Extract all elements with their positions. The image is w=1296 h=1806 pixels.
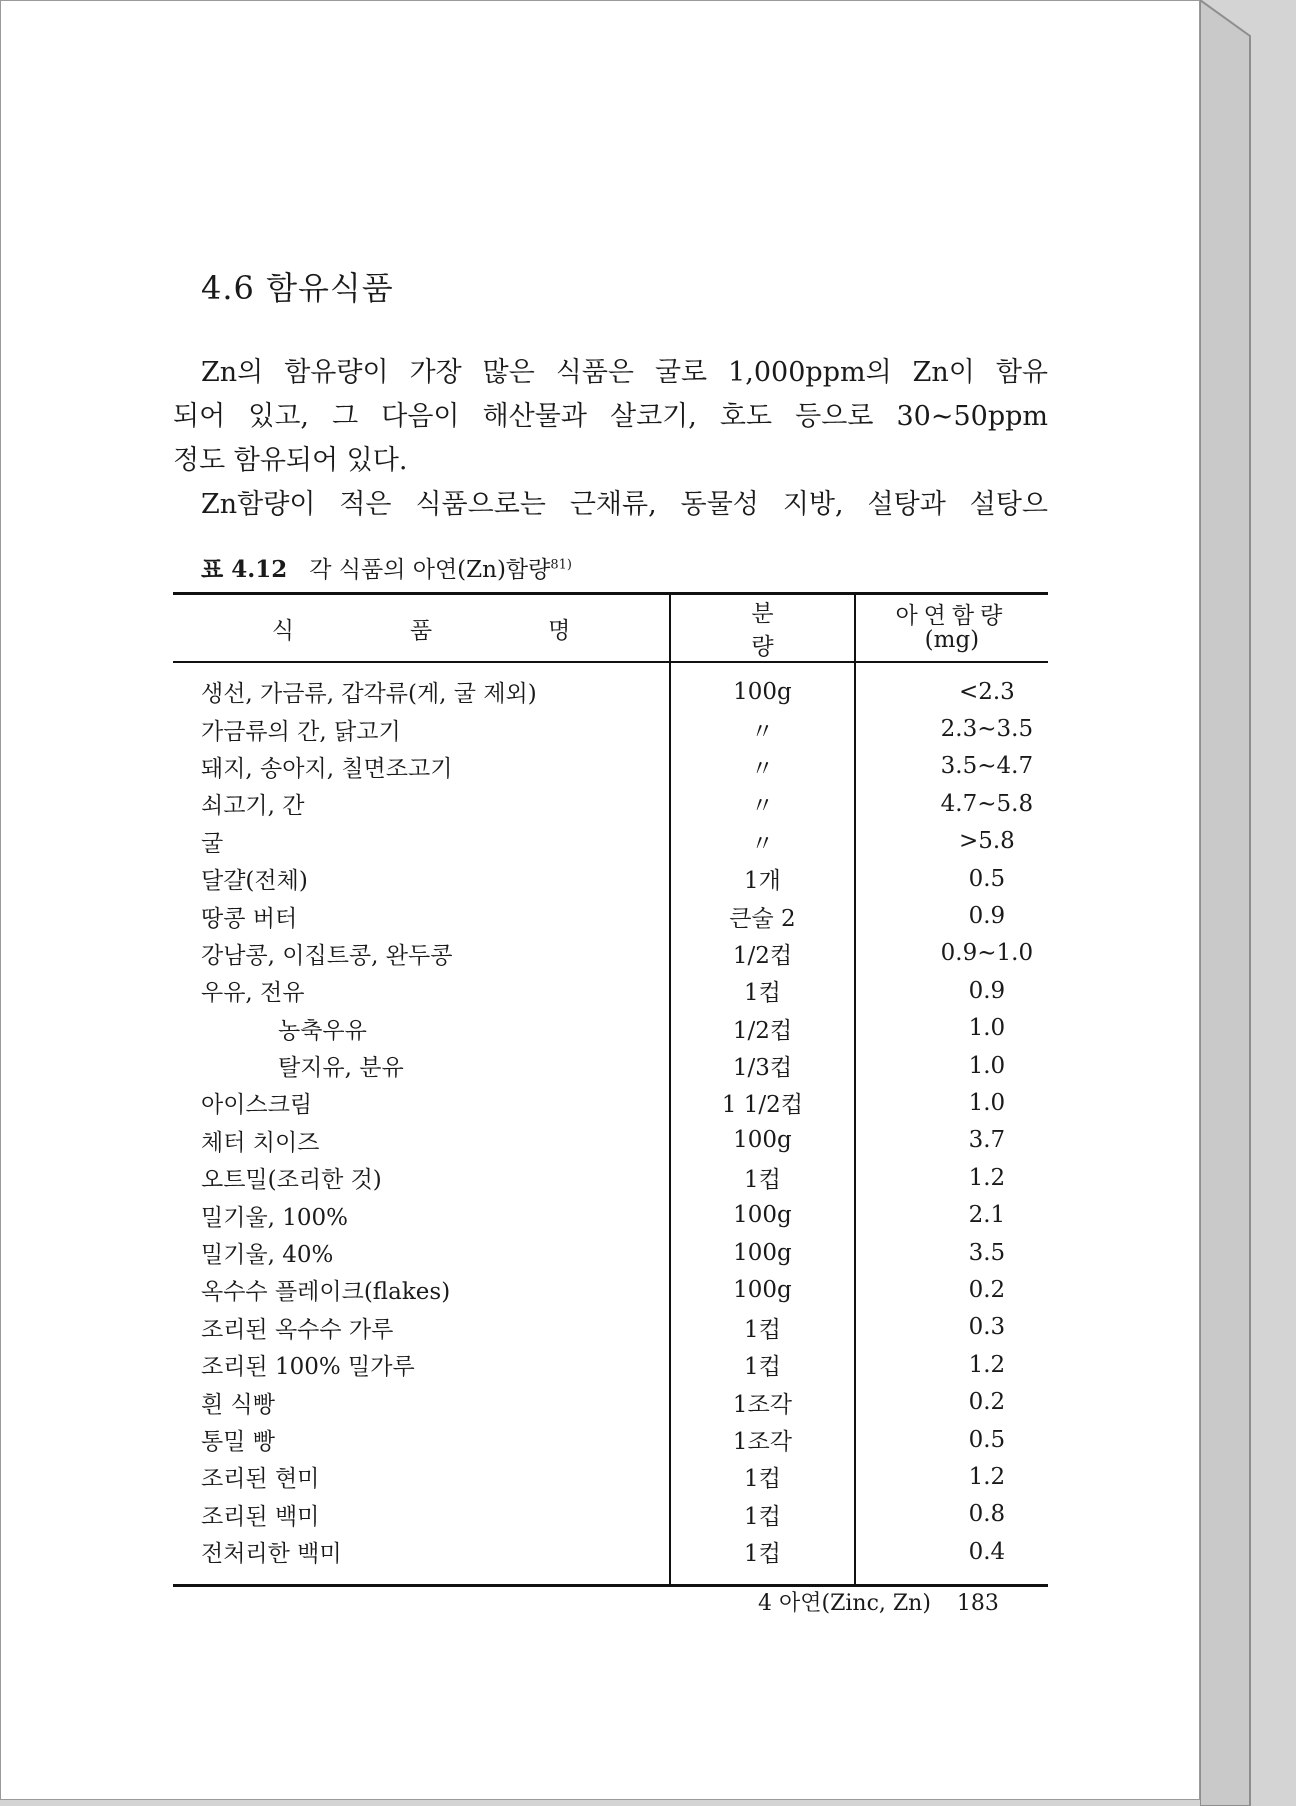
food-name-cell: 조리된 100% 밀가루	[201, 1354, 415, 1381]
food-name-cell: 통밀 빵	[201, 1429, 275, 1455]
zinc-value-cell: 0.2	[968, 1389, 1006, 1416]
table-row	[173, 1421, 1048, 1458]
paragraph-line: Zn의 함유량이 가장 많은 식품은 굴로 1,000ppm의 Zn이 함유	[201, 357, 1048, 388]
running-title: 4 아연(Zinc, Zn)	[758, 1591, 931, 1616]
quantity-cell: 1/3컵	[670, 1047, 855, 1084]
table-number: 표 4.12	[201, 556, 288, 583]
zinc-value-cell: 0.5	[968, 865, 1006, 892]
zinc-value-cell: 1.2	[968, 1164, 1006, 1191]
quantity-cell: 1조각	[670, 1383, 855, 1420]
zinc-value-cell: 0.3	[968, 1314, 1006, 1341]
table-row	[173, 1383, 1048, 1420]
paragraph-line: 정도 함유되어 있다.	[173, 445, 408, 476]
quantity-cell: 〃	[670, 785, 855, 822]
zinc-content-table	[173, 592, 1048, 1587]
food-name-cell: 굴	[201, 830, 224, 857]
table-row	[173, 1234, 1048, 1271]
table-row	[173, 710, 1048, 747]
table-row	[173, 662, 1048, 710]
paragraph-line: 되어 있고, 그 다음이 해산물과 살코기, 호도 등으로 30∼50ppm	[173, 401, 1048, 432]
quantity-cell: 〃	[670, 748, 855, 785]
quantity-cell: 100g	[670, 1271, 855, 1308]
food-name-cell: 우유, 전유	[201, 980, 305, 1007]
quantity-cell: 1 1/2컵	[670, 1084, 855, 1121]
food-name-cell: 전처리한 백미	[201, 1541, 342, 1568]
section-title: 4.6 함유식품	[201, 269, 394, 307]
food-name-cell: 오트밀(조리한 것)	[201, 1167, 382, 1194]
quantity-cell: 〃	[670, 823, 855, 860]
quantity-cell: 1컵	[670, 1159, 855, 1196]
food-name-cell: 달걀(전체)	[201, 868, 308, 895]
quantity-cell: 1/2컵	[670, 1010, 855, 1047]
zinc-value-cell: 3.5∼4.7	[940, 753, 1034, 780]
table-row	[173, 972, 1048, 1009]
zinc-value-cell: 0.2	[968, 1276, 1006, 1303]
food-name-cell: 조리된 백미	[201, 1503, 320, 1530]
zinc-value-cell: 0.9∼1.0	[940, 940, 1034, 967]
quantity-cell: 1컵	[670, 1346, 855, 1383]
zinc-value-cell: 0.9	[968, 977, 1006, 1004]
table-row	[173, 1271, 1048, 1308]
food-name-cell: 밀기울, 100%	[201, 1204, 349, 1231]
food-name-cell: 흰 식빵	[201, 1391, 275, 1418]
header-food-name: 식 품 명	[173, 594, 670, 663]
zinc-value-cell: 1.0	[968, 1015, 1006, 1042]
food-name-cell: 땅콩 버터	[201, 905, 298, 932]
page-number: 183	[956, 1591, 999, 1616]
table-row	[173, 1084, 1048, 1121]
quantity-cell: 1컵	[670, 1309, 855, 1346]
zinc-value-cell: <2.3	[958, 678, 1015, 705]
body-text	[173, 351, 1048, 527]
quantity-cell: 100g	[670, 1234, 855, 1271]
zinc-value-cell: 0.5	[968, 1426, 1006, 1453]
table-row	[173, 1047, 1048, 1084]
quantity-cell: 100g	[670, 1196, 855, 1233]
zinc-value-cell: 4.7∼5.8	[940, 790, 1034, 817]
quantity-cell: 1/2컵	[670, 935, 855, 972]
zinc-value-cell: 0.9	[968, 903, 1006, 930]
zinc-value-cell: 1.2	[968, 1463, 1006, 1490]
food-name-cell: 탈지유, 분유	[278, 1055, 404, 1082]
quantity-cell: 100g	[670, 1122, 855, 1159]
header-quantity: 분량	[670, 594, 855, 663]
food-name-cell: 아이스크림	[201, 1092, 313, 1119]
table-row	[173, 785, 1048, 822]
food-name-cell: 옥수수 플레이크(flakes)	[201, 1279, 451, 1306]
food-name-cell: 돼지, 송아지, 칠면조고기	[201, 755, 453, 782]
quantity-cell: 큰술 2	[670, 897, 855, 934]
food-name-cell: 조리된 현미	[201, 1466, 320, 1493]
quantity-cell: 1개	[670, 860, 855, 897]
zinc-value-cell: >5.8	[958, 828, 1015, 855]
table-row	[173, 935, 1048, 972]
zinc-value-cell: 0.8	[968, 1501, 1006, 1528]
table-row	[173, 1309, 1048, 1346]
quantity-cell: 〃	[670, 710, 855, 747]
page-footer	[758, 1586, 999, 1617]
table-row	[173, 1458, 1048, 1495]
zinc-value-cell: 3.7	[968, 1127, 1006, 1154]
table-row	[173, 1346, 1048, 1383]
food-name-cell: 밀기울, 40%	[201, 1242, 334, 1269]
quantity-cell: 1컵	[670, 972, 855, 1009]
table-row	[173, 1122, 1048, 1159]
quantity-cell: 1컵	[670, 1533, 855, 1586]
food-name-cell: 생선, 가금류, 갑각류(게, 굴 제외)	[201, 681, 537, 708]
zinc-value-cell: 1.0	[968, 1089, 1006, 1116]
zinc-value-cell: 2.1	[968, 1202, 1006, 1229]
table-row	[173, 897, 1048, 934]
zinc-value-cell: 0.4	[968, 1538, 1006, 1565]
header-zinc-content: 아연함량 (mg)	[855, 594, 1048, 663]
table-row	[173, 823, 1048, 860]
table-row	[173, 1496, 1048, 1533]
zinc-value-cell: 1.2	[968, 1351, 1006, 1378]
table-title: 각 식품의 아연(Zn)함량	[309, 557, 551, 583]
food-name-cell: 체터 치이즈	[201, 1129, 320, 1156]
zinc-value-cell: 3.5	[968, 1239, 1006, 1266]
food-name-cell: 쇠고기, 간	[201, 793, 305, 820]
food-name-cell: 강남콩, 이집트콩, 완두콩	[201, 942, 453, 969]
table-header-row	[173, 594, 1048, 663]
quantity-cell: 1컵	[670, 1496, 855, 1533]
table-row	[173, 860, 1048, 897]
food-name-cell: 농축우유	[278, 1017, 367, 1044]
quantity-cell: 1컵	[670, 1458, 855, 1495]
quantity-cell: 1조각	[670, 1421, 855, 1458]
zinc-value-cell: 2.3∼3.5	[940, 716, 1034, 743]
paragraph-line: Zn함량이 적은 식품으로는 근채류, 동물성 지방, 설탕과 설탕으	[201, 489, 1048, 520]
page-edge	[1200, 0, 1296, 1806]
reference-number: 81)	[550, 557, 572, 573]
table-row	[173, 1196, 1048, 1233]
table-caption	[201, 551, 572, 584]
zinc-value-cell: 1.0	[968, 1052, 1006, 1079]
table-row	[173, 748, 1048, 785]
table-row	[173, 1533, 1048, 1586]
food-name-cell: 조리된 옥수수 가루	[201, 1316, 394, 1343]
table-row	[173, 1159, 1048, 1196]
quantity-cell: 100g	[670, 662, 855, 710]
food-name-cell: 가금류의 간, 닭고기	[201, 718, 401, 745]
table-row	[173, 1010, 1048, 1047]
